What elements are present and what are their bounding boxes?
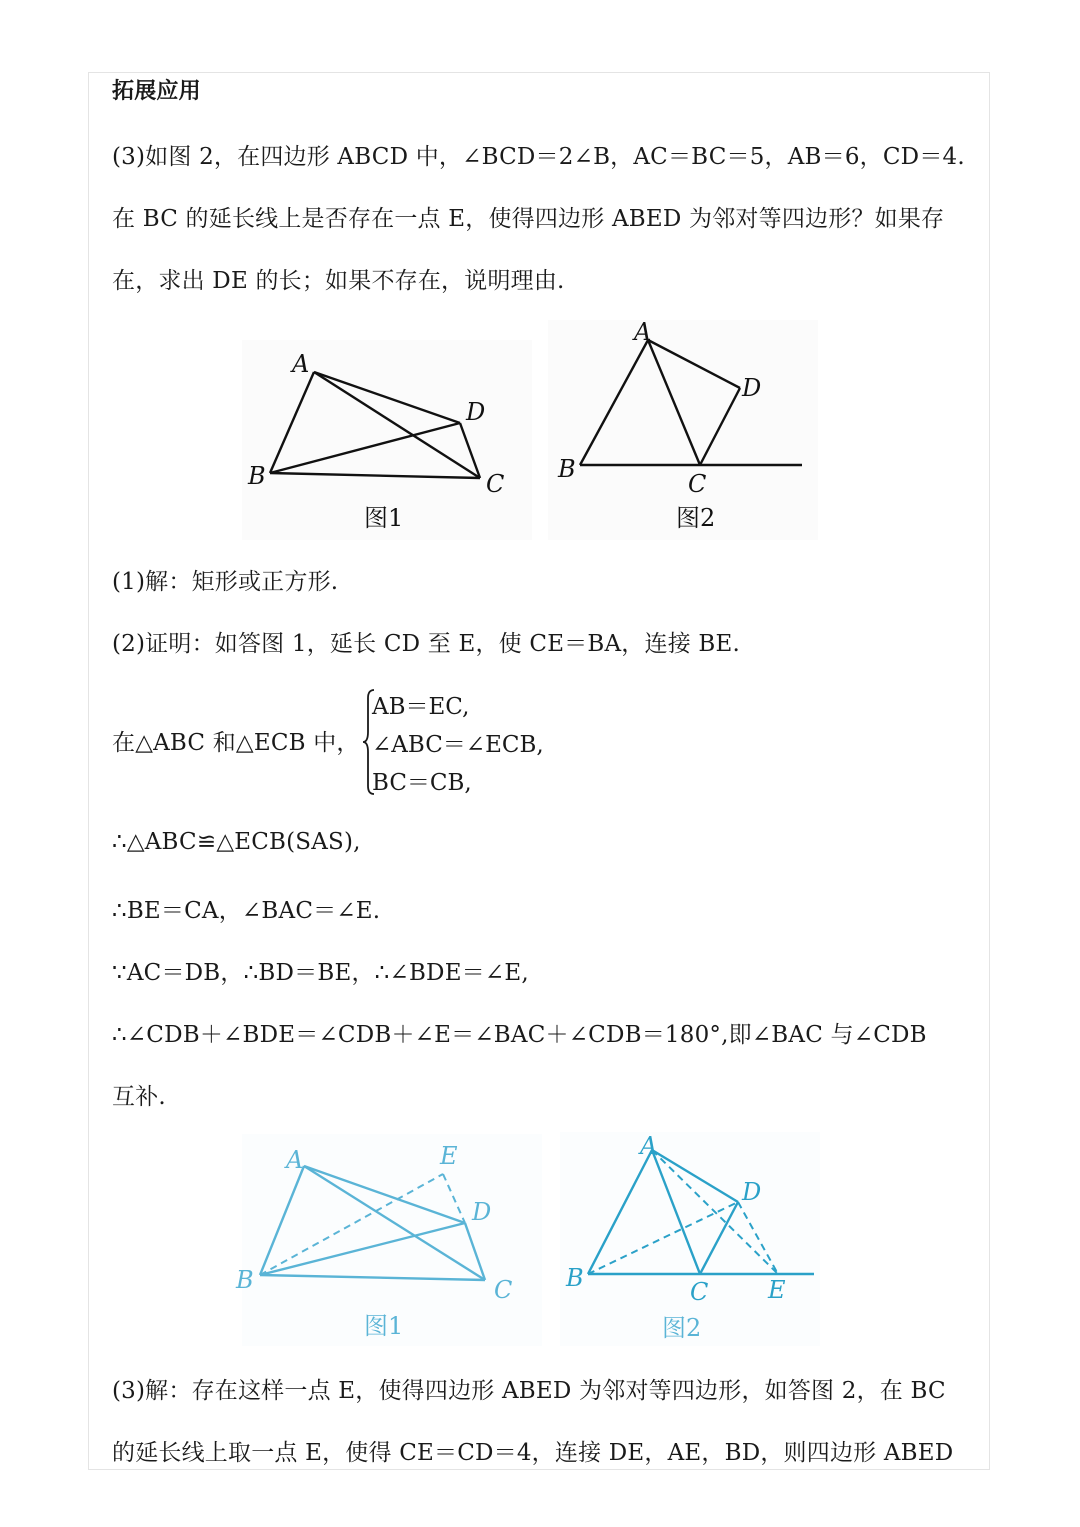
solution-part-1: (1)解：矩形或正方形.	[112, 569, 339, 595]
equation-system	[366, 688, 566, 798]
solution3-line-1: (3)解：存在这样一点 E，使得四边形 ABED 为邻对等四边形，如答图 2，在 BC	[112, 1378, 946, 1404]
solution-line-sum: ∴∠CDB＋∠BDE＝∠CDB＋∠E＝∠BAC＋∠CDB＝180°,即∠BAC 与∠CDB	[112, 1022, 927, 1048]
ans-fig2-label-A: A	[640, 1132, 658, 1160]
fig2-label-A: A	[634, 318, 652, 346]
ans-fig2-label-E: E	[768, 1276, 786, 1304]
fig1-label-D: D	[466, 398, 486, 426]
problem-line-2: 在 BC 的延长线上是否存在一点 E，使得四边形 ABED 为邻对等四边形？如果存	[112, 206, 945, 232]
ans-fig1-label-D: D	[472, 1198, 492, 1226]
fig2-label-B: B	[558, 455, 576, 483]
section-title: 拓展应用	[112, 79, 201, 104]
system-eq-3: BC＝CB,	[372, 770, 472, 796]
system-eq-1: AB＝EC,	[372, 694, 470, 720]
ans-fig1-label-B: B	[236, 1266, 254, 1294]
ans-fig2-label-B: B	[566, 1264, 584, 1292]
system-eq-2: ∠ABC＝∠ECB,	[372, 732, 544, 758]
solution3-line-2: 的延长线上取一点 E，使得 CE＝CD＝4，连接 DE，AE，BD，则四边形 ABED	[112, 1440, 954, 1466]
fig1-caption: 图1	[364, 504, 404, 532]
answer-figures	[230, 1128, 830, 1353]
fig1-label-A: A	[292, 350, 310, 378]
ans-fig2-label-D: D	[742, 1178, 762, 1206]
fig1-label-C: C	[486, 470, 505, 498]
ans-fig1-label-A: A	[286, 1146, 304, 1174]
ans-fig1-caption: 图1	[364, 1312, 404, 1340]
fig2-label-C: C	[688, 470, 707, 498]
ans-fig1-label-E: E	[440, 1142, 458, 1170]
fig2-caption: 图2	[676, 504, 716, 532]
solution-part-2: (2)证明：如答图 1，延长 CD 至 E，使 CE＝BA，连接 BE.	[112, 631, 741, 657]
solution-line-bd-be: ∵AC＝DB，∴BD＝BE，∴∠BDE＝∠E,	[112, 960, 529, 986]
ans-fig2-label-C: C	[690, 1278, 709, 1306]
fig2-label-D: D	[742, 374, 762, 402]
fig1-label-B: B	[248, 462, 266, 490]
problem-figures	[230, 310, 830, 540]
problem-line-3: 在，求出 DE 的长；如果不存在，说明理由.	[112, 268, 565, 294]
problem-line-1: (3)如图 2，在四边形 ABCD 中，∠BCD＝2∠B，AC＝BC＝5，AB＝6，CD＝4.	[112, 144, 965, 170]
solution-line-be-ca: ∴BE＝CA，∠BAC＝∠E.	[112, 898, 381, 924]
system-prefix: 在△ABC 和△ECB 中，	[112, 730, 360, 756]
solution-line-congruent: ∴△ABC≌△ECB(SAS),	[112, 829, 361, 855]
solution-line-conclusion: 互补.	[112, 1084, 166, 1110]
ans-fig1-label-C: C	[494, 1276, 513, 1304]
ans-fig2-caption: 图2	[662, 1314, 702, 1342]
